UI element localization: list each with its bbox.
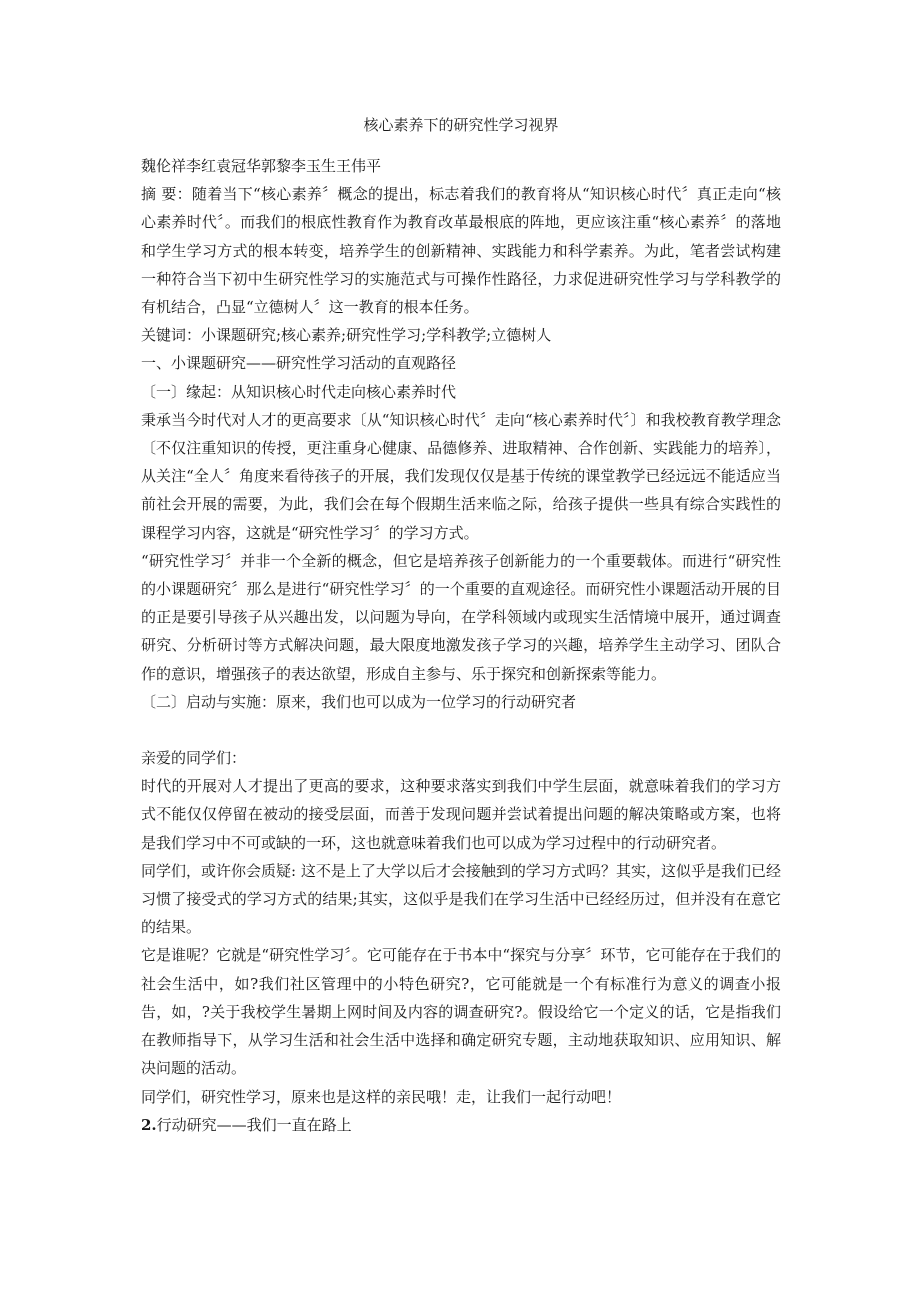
item-text: 行动研究——我们一直在路上 — [156, 1115, 352, 1134]
section-heading-1: 一、小课题研究——研究性学习活动的直观路径 — [141, 354, 457, 373]
letter-paragraph-1: 时代的开展对人才提出了更高的要求，这种要求落实到我们中学生层面，就意味着我们的学习方式不能仅仅停留在被动的接受层面，而善于发现问题并尝试着提出问题的解决策略或方案，也将是我们学习中不可或缺的一环，这也就意味着我们也可以成为学习过程中的行动研究者。 — [141, 777, 781, 852]
subsection-heading-2: 〔二〕启动与实施：原来，我们也可以成为一位学习的行动研究者 — [141, 692, 577, 711]
letter-greeting: 亲爱的同学们： — [141, 749, 247, 768]
letter-paragraph-3: 它是谁呢？它就是“研究性学习〞。它可能存在于书本中“探究与分享〞环节，它可能存在于我们的社会生活中，如?我们社区管理中的小特色研究?，它可能就是一个有标准行为意义的调查小报告，如，?关于我校学生暑期上网时间及内容的调查研究?。假设给它一个定义的话，它是指我们在教师指导下，从学习生活和社会生活中选择和确定研究专题，主动地获取知识、应用知识、解决问题的活动。 — [141, 946, 781, 1078]
subsection-heading-1: 〔一〕缘起：从知识核心时代走向核心素养时代 — [141, 382, 457, 401]
abstract-paragraph: 摘 要：随着当下“核心素养〞概念的提出，标志着我们的教育将从“知识核心时代〞真正走向“核心素养时代〞。而我们的根底性教育作为教育改革最根底的阵地，更应该注重“核心素养〞的落地和学生学习方式的根本转变，培养学生的创新精神、实践能力和科学素养。为此，笔者尝试构建一种符合当下初中生研究性学习的实施范式与可操作性路径，力求促进研究性学习与学科教学的有机结合，凸显“立德树人〞这一教育的根本任务。 — [141, 185, 781, 317]
blank-line — [141, 716, 781, 744]
letter-paragraph-4: 同学们，研究性学习，原来也是这样的亲民哦！走，让我们一起行动吧！ — [141, 1087, 622, 1106]
letter-paragraph-2: 同学们，或许你会质疑: 这不是上了大学以后才会接触到的学习方式吗？其实，这似乎是我们已经习惯了接受式的学习方式的结果;其实，这似乎是我们在学习生活中已经经历过，但并没有在意它的结果。 — [141, 861, 781, 937]
keywords-line: 关键词：小课题研究;核心素养;研究性学习;学科教学;立德树人 — [141, 326, 552, 345]
body-paragraph-2: “研究性学习〞并非一个全新的概念，但它是培养孩子创新能力的一个重要载体。而进行“研究性的小课题研究〞那么是进行“研究性学习〞的一个重要的直观途径。而研究性小课题活动开展的目的正是要引导孩子从兴趣出发，以问题为导向，在学科领域内或现实生活情境中展开，通过调查研究、分析研讨等方式解决问题，最大限度地激发孩子学习的兴趣，培养学生主动学习、团队合作的意识，增强孩子的表达欲望，形成自主参与、乐于探究和创新探索等能力。 — [141, 551, 781, 683]
body-paragraph-1: 秉承当今时代对人才的更高要求〔从“知识核心时代〞走向“核心素养时代〞〕和我校教育教学理念〔不仅注重知识的传授，更注重身心健康、品德修养、进取精神、合作创新、实践能力的培养〕，从关注“全人〞角度来看待孩子的开展，我们发现仅仅是基于传统的课堂教学已经远远不能适应当前社会开展的需要，为此，我们会在每个假期生活来临之际，给孩子提供一些具有综合实践性的课程学习内容，这就是“研究性学习〞的学习方式。 — [141, 410, 781, 542]
document-page — [141, 110, 781, 1139]
numbered-heading-2 — [141, 1111, 781, 1139]
document-title: 核心素养下的研究性学习视界 — [363, 116, 559, 134]
item-number: 2. — [141, 1115, 157, 1134]
authors-line: 魏伦祥李红袁冠华郭黎李玉生王伟平 — [141, 157, 382, 175]
